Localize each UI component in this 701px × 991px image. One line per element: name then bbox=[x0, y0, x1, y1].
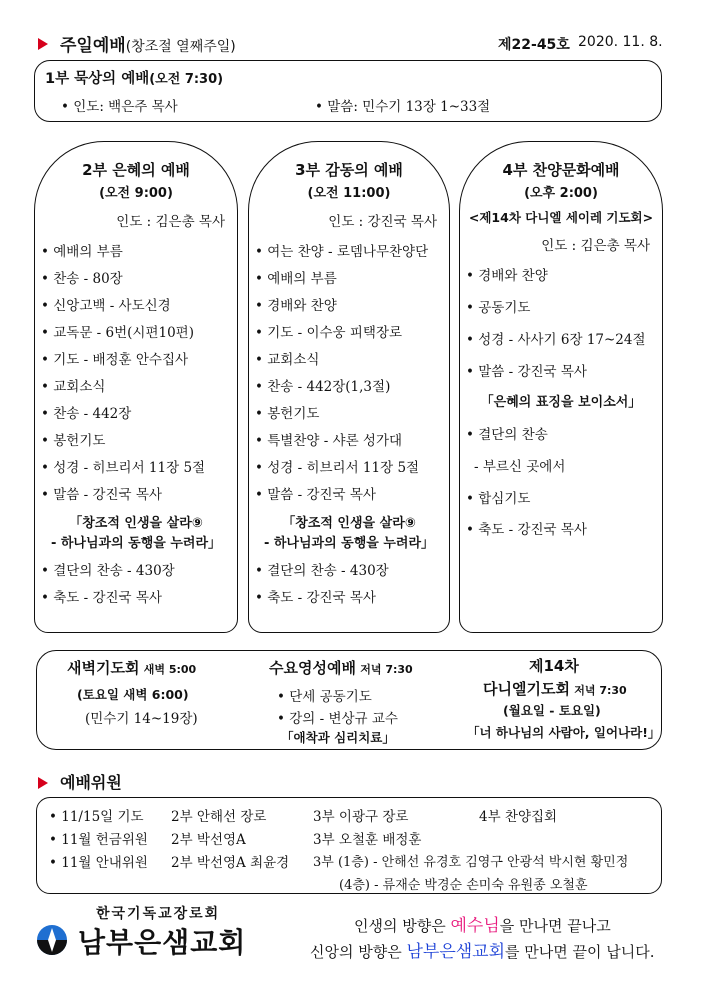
dawn-title: 새벽기도회 새벽 5:00 bbox=[67, 659, 197, 677]
committee-row: 4부 찬양집회 bbox=[479, 809, 558, 825]
weekday-services-box bbox=[36, 650, 662, 750]
list-item: • 기도 - 이수웅 피택장로 bbox=[255, 325, 403, 341]
issue-number: 제22-45호 bbox=[498, 37, 570, 53]
committee-row: (4층) - 류재순 박경순 손미숙 유원종 오철훈 bbox=[339, 878, 588, 893]
committee-heading: 예배위원 bbox=[60, 773, 122, 792]
service1-leader: • 인도: 백은주 목사 bbox=[61, 99, 178, 115]
committee-row: 2부 안해선 장로 bbox=[171, 809, 267, 825]
wednesday-title: 수요영성예배 저녁 7:30 bbox=[269, 659, 413, 677]
list-item: • 축도 - 강진국 목사 bbox=[41, 590, 162, 606]
service1-title: 1부 묵상의 예배(오전 7:30) bbox=[45, 71, 224, 87]
church-logo-icon bbox=[36, 924, 68, 956]
sermon-title-line2: - 하나님과의 동행을 누려라」 bbox=[50, 536, 222, 551]
committee-row: 3부 이광구 장로 bbox=[313, 809, 409, 825]
list-item: • 결단의 찬송 - 430장 bbox=[41, 563, 175, 579]
wednesday-item2: • 강의 - 변상규 교수 bbox=[277, 711, 398, 727]
service4-leader: 인도 : 김은총 목사 bbox=[541, 238, 650, 254]
sermon-title: 「은혜의 표징을 보이소서」 bbox=[480, 395, 642, 410]
committee-box bbox=[36, 797, 662, 894]
service1-box bbox=[34, 60, 662, 122]
motto-line2: 신앙의 방향은 남부은샘교회를 만나면 끝이 납니다. bbox=[310, 942, 655, 962]
service3-column bbox=[248, 141, 450, 633]
service4-column bbox=[459, 141, 663, 633]
page-title: 주일예배(창조절 열째주일) bbox=[60, 36, 236, 56]
list-item: • 봉헌기도 bbox=[41, 433, 106, 449]
list-item: • 축도 - 강진국 목사 bbox=[255, 590, 376, 606]
service3-title: 3부 감동의 예배 bbox=[295, 161, 403, 179]
sermon-title-line1: 「창조적 인생을 살라⑨ bbox=[69, 516, 203, 531]
committee-row: • 11월 헌금위원 bbox=[49, 832, 148, 848]
list-item: • 봉헌기도 bbox=[255, 406, 320, 422]
motto-line1: 인생의 방향은 예수님을 만나면 끝나고 bbox=[354, 916, 611, 936]
service2-leader: 인도 : 김은총 목사 bbox=[116, 214, 225, 230]
list-item: • 공동기도 bbox=[466, 300, 531, 316]
list-item: • 특별찬양 - 샤론 성가대 bbox=[255, 433, 403, 449]
list-item: • 찬송 - 442장(1,3절) bbox=[255, 379, 391, 395]
daniel-title2: 다니엘기도회 저녁 7:30 bbox=[483, 680, 627, 698]
daniel-theme: 「너 하나님의 사람아, 일어나라!」 bbox=[467, 725, 661, 740]
committee-row: 2부 박선영A bbox=[171, 832, 246, 848]
list-item: • 신앙고백 - 사도신경 bbox=[41, 298, 171, 314]
list-item: • 여는 찬양 - 로뎀나무찬양단 bbox=[255, 244, 429, 260]
committee-row: • 11월 안내위원 bbox=[49, 855, 148, 871]
sermon-title-line2: - 하나님과의 동행을 누려라」 bbox=[263, 536, 435, 551]
denomination-name: 한국기독교장로회 bbox=[96, 906, 221, 922]
daniel-days: (월요일 - 토요일) bbox=[503, 703, 601, 718]
list-item: • 교회소식 bbox=[255, 352, 320, 368]
motto-highlight2: 남부은샘교회 bbox=[406, 942, 506, 962]
list-item: • 경배와 찬양 bbox=[255, 298, 337, 314]
service4-time: (오후 2:00) bbox=[524, 186, 598, 201]
service2-time: (오전 9:00) bbox=[99, 186, 173, 201]
dawn-saturday: (토요일 새벽 6:00) bbox=[77, 687, 189, 702]
service1-sermon: • 말씀: 민수기 13장 1~33절 bbox=[315, 99, 491, 115]
church-name: 남부은샘교회 bbox=[78, 926, 247, 959]
list-item: • 성경 - 사사기 6장 17~24절 bbox=[466, 332, 646, 348]
committee-row: • 11/15일 기도 bbox=[49, 809, 144, 825]
list-item: • 교회소식 bbox=[41, 379, 106, 395]
list-item: - 부르신 곳에서 bbox=[474, 459, 566, 475]
service4-title: 4부 찬양문화예배 bbox=[502, 161, 620, 179]
service3-time: (오전 11:00) bbox=[307, 186, 391, 201]
list-item: • 예배의 부름 bbox=[255, 271, 337, 287]
service2-column bbox=[34, 141, 238, 633]
list-item: • 말씀 - 강진국 목사 bbox=[41, 487, 162, 503]
list-item: • 교독문 - 6번(시편10편) bbox=[41, 325, 194, 341]
list-item: • 찬송 - 442장 bbox=[41, 406, 132, 422]
wednesday-item1: • 단세 공동기도 bbox=[277, 689, 372, 705]
dawn-text: (민수기 14~19장) bbox=[85, 711, 198, 727]
committee-row: 3부 오철훈 배정훈 bbox=[313, 832, 422, 848]
list-item: • 경배와 찬양 bbox=[466, 268, 548, 284]
list-item: • 말씀 - 강진국 목사 bbox=[255, 487, 376, 503]
committee-row: 3부 (1층) - 안해선 유경호 김영구 안광석 박시현 황민정 bbox=[313, 855, 629, 870]
bullet-triangle-icon bbox=[38, 38, 48, 50]
list-item: • 말씀 - 강진국 목사 bbox=[466, 364, 587, 380]
list-item: • 기도 - 배정훈 안수집사 bbox=[41, 352, 189, 368]
motto-highlight1: 예수님 bbox=[450, 916, 500, 936]
service2-title: 2부 은혜의 예배 bbox=[82, 161, 190, 179]
list-item: • 예배의 부름 bbox=[41, 244, 123, 260]
list-item: • 합심기도 bbox=[466, 491, 531, 507]
service4-event: <제14차 다니엘 세이레 기도회> bbox=[468, 210, 654, 225]
issue-date: 2020. 11. 8. bbox=[578, 34, 663, 50]
bullet-triangle-icon bbox=[38, 777, 48, 789]
service3-leader: 인도 : 강진국 목사 bbox=[328, 214, 437, 230]
list-item: • 축도 - 강진국 목사 bbox=[466, 522, 587, 538]
daniel-title1: 제14차 bbox=[529, 657, 579, 675]
list-item: • 성경 - 히브리서 11장 5절 bbox=[41, 460, 206, 476]
list-item: • 성경 - 히브리서 11장 5절 bbox=[255, 460, 420, 476]
list-item: • 찬송 - 80장 bbox=[41, 271, 123, 287]
sermon-title-line1: 「창조적 인생을 살라⑨ bbox=[282, 516, 416, 531]
committee-row: 2부 박선영A 최윤경 bbox=[171, 855, 290, 871]
list-item: • 결단의 찬송 - 430장 bbox=[255, 563, 389, 579]
wednesday-lecture: 「애착과 심리치료」 bbox=[281, 730, 395, 745]
list-item: • 결단의 찬송 bbox=[466, 427, 548, 443]
